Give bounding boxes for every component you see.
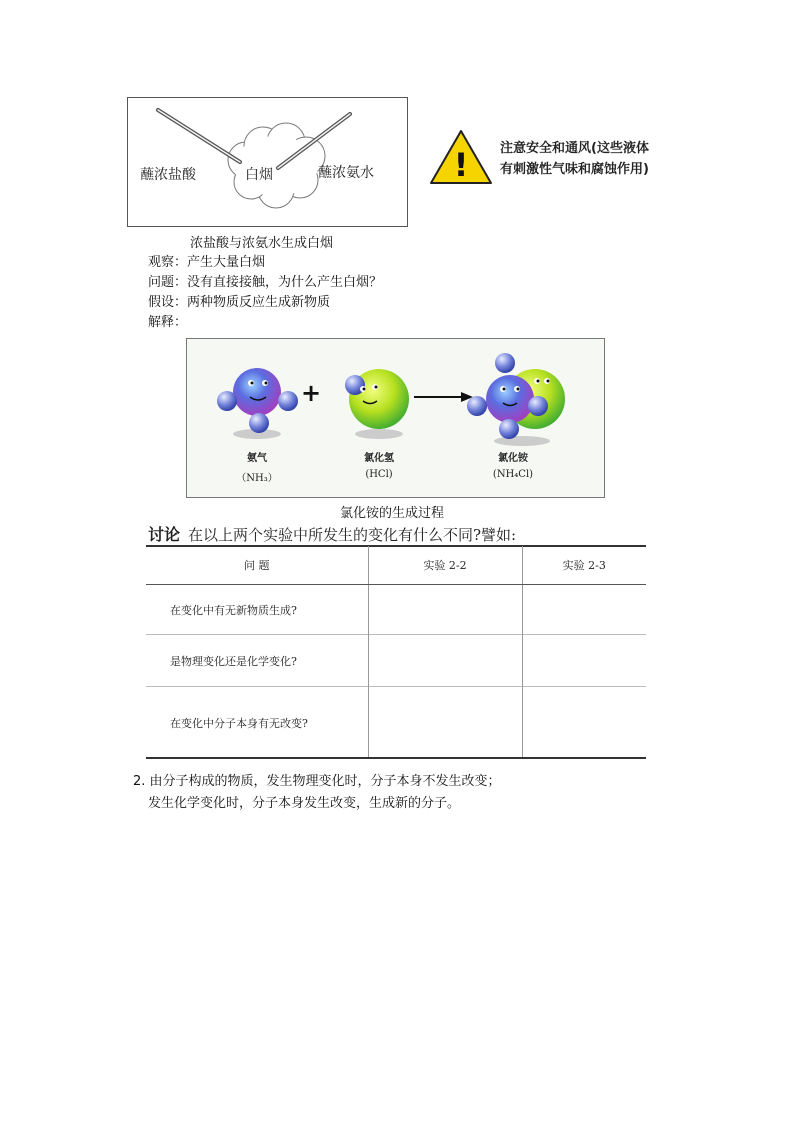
molecule-name: 氯化氢 (364, 453, 394, 464)
molecule-formula: （NH₃） (236, 473, 278, 484)
hypothesis-line: 假设：两种物质反应生成新物质 (148, 295, 331, 310)
header-exp-2-3: 实验 2-3 (522, 546, 646, 585)
ammonia-molecule (217, 368, 298, 439)
row-question: 是物理变化还是化学变化? (146, 635, 368, 687)
row-question: 在变化中分子本身有无改变? (146, 687, 368, 759)
discussion-label: 讨论 (148, 525, 181, 544)
molecule-formula: (NH₄Cl) (492, 469, 534, 480)
observe-line: 观察：产生大量白烟 (148, 255, 266, 270)
table-row (146, 635, 646, 687)
table-header-row (146, 546, 646, 585)
left-rod-label: 蘸浓盐酸 (140, 167, 196, 183)
warning-symbol: ! (453, 146, 469, 184)
right-rod-label: 蘸浓氨水 (318, 165, 374, 181)
molecule-name: 氯化铵 (498, 453, 528, 464)
plus-sign: + (300, 379, 322, 407)
smoke-label: 白烟 (245, 167, 273, 183)
answer-cell[interactable] (368, 687, 522, 759)
reaction-figure (186, 338, 605, 498)
question-line: 问题：没有直接接触，为什么产生白烟？ (148, 275, 383, 290)
table-row (146, 687, 646, 759)
warning-icon (428, 128, 494, 186)
warning-line-1: 注意安全和通风(这些液体 (500, 141, 649, 156)
discussion-heading (148, 522, 516, 545)
header-question: 问 题 (146, 546, 368, 585)
answer-cell[interactable] (522, 687, 646, 759)
answer-cell[interactable] (522, 585, 646, 635)
answer-cell[interactable] (522, 635, 646, 687)
discussion-text: 在以上两个实验中所发生的变化有什么不同?譬如: (188, 526, 517, 544)
conclusion-line-2: 发生化学变化时，分子本身发生改变，生成新的分子。 (148, 796, 461, 811)
warning-text (500, 138, 649, 180)
smoke-experiment-figure (127, 97, 408, 227)
table-bottom-rule (146, 757, 646, 759)
comparison-table (146, 546, 646, 759)
ammonium-chloride-molecule (467, 353, 565, 446)
row-question: 在变化中有无新物质生成? (146, 585, 368, 635)
figure2-caption: 氯化铵的生成过程 (340, 506, 445, 521)
molecule-formula: (HCl) (365, 469, 393, 480)
conclusion-line-1: 2. 由分子构成的物质，发生物理变化时，分子本身不发生改变； (133, 774, 501, 789)
molecule-name: 氨气 (247, 453, 267, 464)
table-row (146, 585, 646, 635)
figure1-caption: 浓盐酸与浓氨水生成白烟 (190, 236, 334, 251)
answer-cell[interactable] (368, 635, 522, 687)
hydrogen-chloride-molecule (345, 369, 409, 439)
warning-line-2: 有刺激性气味和腐蚀作用) (500, 162, 649, 177)
header-exp-2-2: 实验 2-2 (368, 546, 522, 585)
explain-line: 解释： (148, 315, 188, 330)
answer-cell[interactable] (368, 585, 522, 635)
